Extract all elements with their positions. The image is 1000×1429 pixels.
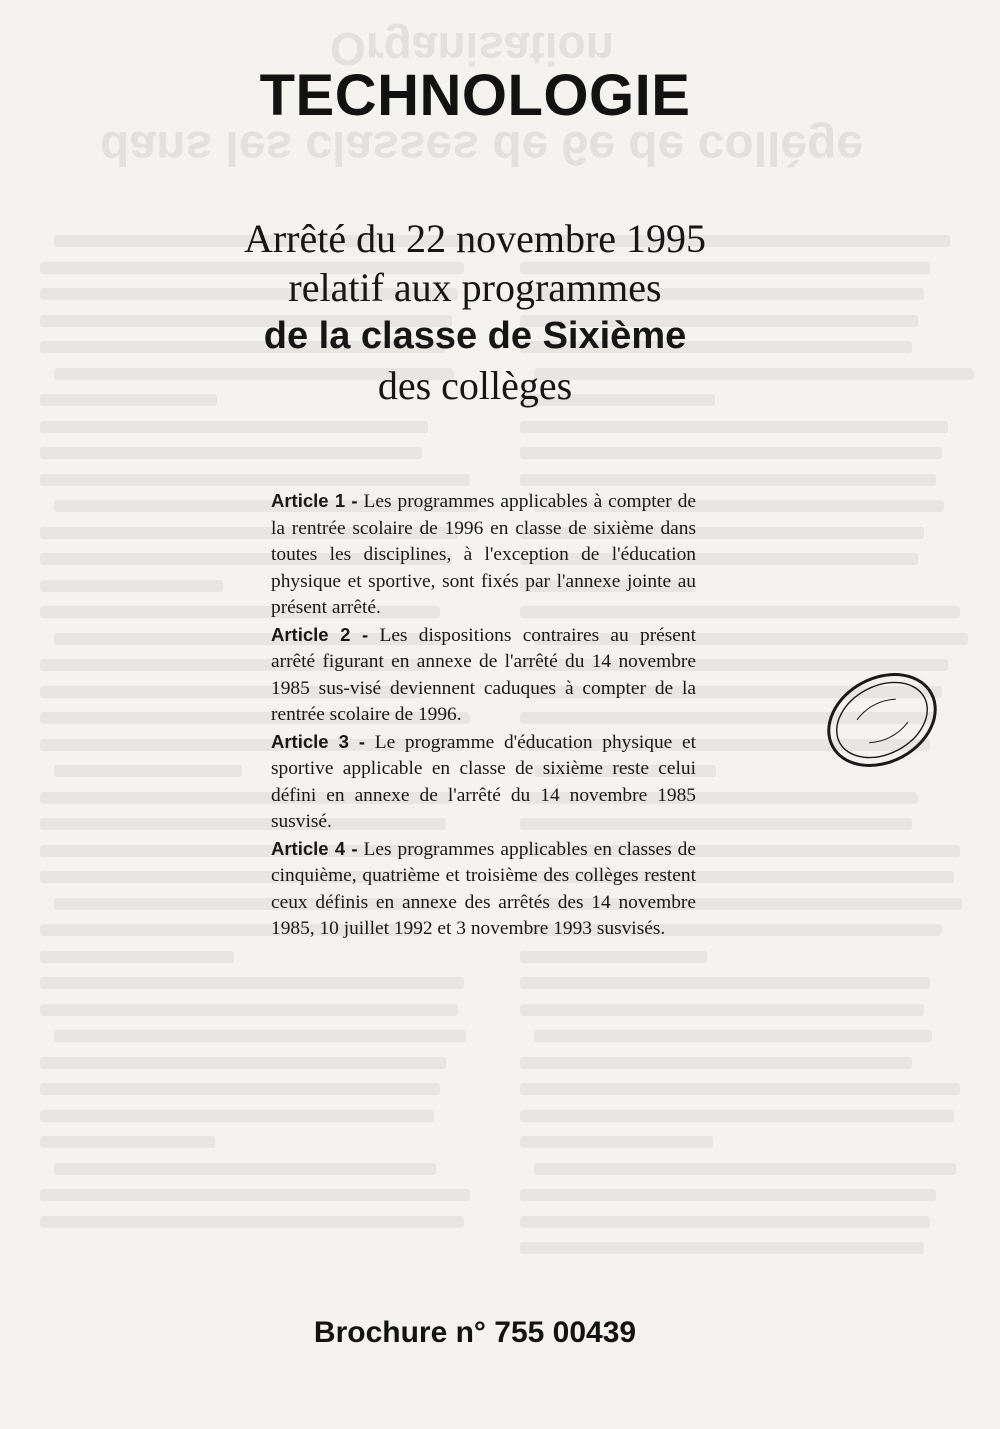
ghost-line bbox=[54, 1163, 436, 1175]
article-2-label: Article 2 - bbox=[271, 623, 369, 645]
article-1-text: Les programmes applicables à compter de la rentrée scolaire de 1996 en classe de sixième dans toutes les disciplines, à l'exception de l'éducation physique et sportive, sont fixés par l'annexe jointe au présent arrêté. bbox=[271, 491, 696, 618]
museum-stamp bbox=[820, 668, 944, 772]
ghost-line bbox=[520, 1242, 924, 1254]
ghost-line bbox=[520, 977, 930, 989]
ghost-title-1: Organisation bbox=[330, 23, 614, 75]
ghost-line bbox=[54, 1030, 466, 1042]
decree-schools: des collèges bbox=[377, 363, 573, 408]
decree-date: Arrêté du 22 novembre 1995 bbox=[243, 216, 707, 261]
ghost-line bbox=[520, 951, 707, 963]
decree-subject: relatif aux programmes bbox=[288, 265, 662, 310]
brochure-number: Brochure n° 755 00439 bbox=[313, 1316, 637, 1349]
ghost-line bbox=[520, 1216, 930, 1228]
article-4-label: Article 4 - bbox=[271, 837, 358, 859]
ghost-line bbox=[40, 447, 422, 459]
ghost-line bbox=[520, 474, 936, 486]
ghost-line bbox=[520, 1083, 960, 1095]
article-3-label: Article 3 - bbox=[271, 730, 366, 752]
ghost-line bbox=[520, 1004, 924, 1016]
ghost-line bbox=[520, 421, 948, 433]
decree-heading bbox=[0, 214, 950, 410]
article-1-label: Article 1 - bbox=[271, 490, 358, 511]
ghost-line bbox=[54, 765, 242, 777]
article-4-text: Les programmes applicables en classes de cinquième, quatrième et troisième des collèges restent ceux définis en annexe des arrêtés des 14 novembre 1985, 10 juillet 1992 et 3 novembre 1993 susvisés. bbox=[271, 838, 696, 939]
ghost-title-2: dans les classes de 6e de collège bbox=[100, 121, 864, 174]
ghost-line bbox=[534, 1030, 932, 1042]
ghost-line bbox=[40, 474, 470, 486]
page-title: TECHNOLOGIE bbox=[259, 63, 691, 128]
article-3 bbox=[271, 729, 696, 836]
decree-class: de la classe de Sixième bbox=[263, 315, 687, 357]
ghost-line bbox=[40, 1216, 464, 1228]
article-3-text: Le programme d'éducation physique et sportive applicable en classe de sixième reste celui défini en annexe de l'arrêté du 14 novembre 1985 susvisé. bbox=[271, 731, 696, 832]
ghost-line bbox=[40, 1057, 446, 1069]
ghost-line bbox=[534, 1163, 956, 1175]
ghost-line bbox=[40, 977, 464, 989]
stamp-seal-icon bbox=[820, 668, 944, 772]
ghost-line bbox=[40, 580, 223, 592]
ghost-line bbox=[40, 421, 428, 433]
ghost-line bbox=[40, 1136, 215, 1148]
ghost-line bbox=[520, 1057, 912, 1069]
ghost-line bbox=[40, 1110, 434, 1122]
ghost-line bbox=[40, 951, 234, 963]
ghost-line bbox=[520, 1136, 713, 1148]
article-1 bbox=[271, 488, 696, 622]
ghost-line bbox=[520, 447, 942, 459]
articles-block bbox=[271, 488, 696, 943]
ghost-line bbox=[520, 1110, 954, 1122]
article-4 bbox=[271, 836, 696, 943]
ghost-line bbox=[40, 1083, 440, 1095]
article-2 bbox=[271, 622, 696, 729]
ghost-line bbox=[40, 1189, 470, 1201]
ghost-line bbox=[40, 1004, 458, 1016]
article-2-text: Les dispositions contraires au présent arrêté figurant en annexe de l'arrêté du 14 novembre 1985 sus-visé deviennent caduques à compter de la rentrée scolaire de 1996. bbox=[271, 624, 696, 725]
ghost-line bbox=[520, 1189, 936, 1201]
